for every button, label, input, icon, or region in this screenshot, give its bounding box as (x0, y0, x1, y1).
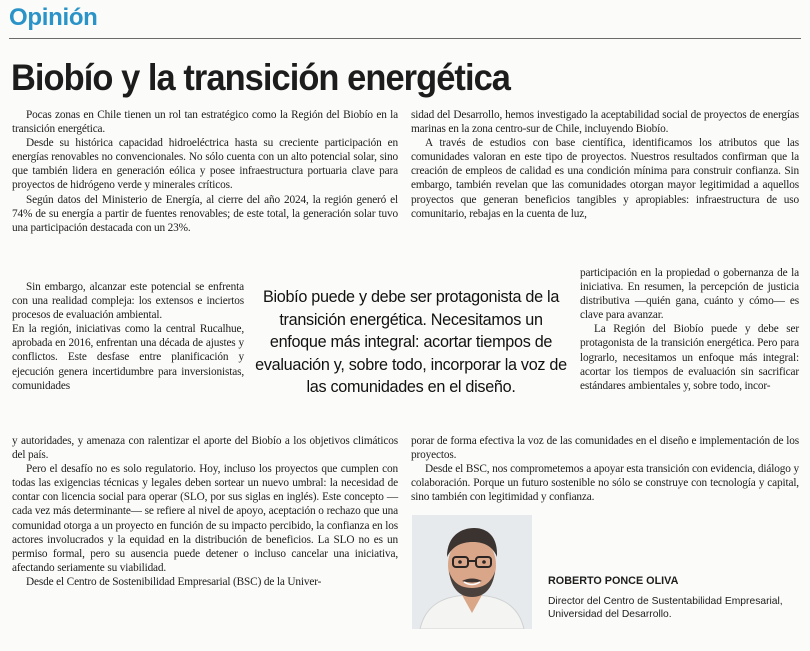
author-portrait-image (412, 515, 532, 629)
section-label: Opinión (9, 4, 98, 31)
article-column-left-top (12, 108, 398, 235)
pull-quote: Biobío puede y debe ser protagonista de la transición energética. Necesitamos un enfoque más integral: acortar tiempos de evaluación y, sobre todo, incorporar la voz de las comunidades en el diseño. (255, 288, 567, 396)
article-column-left-middle (12, 280, 244, 393)
paragraph: sidad del Desarrollo, hemos investigado la aceptabilidad social de proyectos de energías marinas en la zona centro-sur de Chile, incluyendo Biobío. (411, 109, 799, 136)
author-role: Director del Centro de Sustentabilidad Empresarial, Universidad del Desarrollo. (548, 596, 783, 620)
author-photo (412, 515, 532, 629)
paragraph: Pero el desafío no es solo regulatorio. Hoy, incluso los proyectos que cumplen con todas las exigencias técnicas y legales deben sortear un nuevo umbral: la necesidad de contar con licencia social para operar (SLO, por sus siglas en inglés). Este concepto —cada vez más determinante— se refiere al nivel de apoyo, aceptación o rechazo que una comunidad otorga a un proyecto en función de su impacto percibido, la confianza en los actores involucrados y la equidad en la distribución de beneficios. La SLO no es un permiso formal, pero su ausencia puede detener o incluso cancelar una iniciativa, afectando seriamente su viabilidad. (12, 463, 398, 574)
paragraph: Desde el BSC, nos comprometemos a apoyar esta transición con evidencia, diálogo y colaboración. Porque un futuro sostenible no sólo se construye con tecnología y capital, sino también con legitimidad y confianza. (411, 463, 799, 504)
paragraph: y autoridades, y amenaza con ralentizar el aporte del Biobío a los objetivos climáticos del país. (12, 435, 398, 462)
article-column-right-top (411, 108, 799, 221)
author-name: ROBERTO PONCE OLIVA (548, 575, 679, 587)
paragraph: A través de estudios con base científica, identificamos los atributos que las comunidades valoran en este tipo de proyectos. Nuestros resultados confirman que la creación de empleos de calidad es una condición mínima para construir confianza. Sin embargo, también revelan que las comunidades otorgan mayor legitimidad a aquellos proyectos que generan beneficios tangibles y apropiables: infraestructura de uso comunitario, rebajas en la cuenta de luz, (411, 137, 799, 220)
paragraph: La Región del Biobío puede y debe ser protagonista de la transición energética. Pero para lograrlo, necesitamos un enfoque más integral: acortar los tiempos de evaluación sin sacrificar estándares ambientales y, sobre todo, incor- (580, 323, 799, 392)
paragraph: porar de forma efectiva la voz de las comunidades en el diseño e implementación de los proyectos. (411, 435, 799, 462)
paragraph: Desde el Centro de Sostenibilidad Empresarial (BSC) de la Univer- (26, 575, 322, 588)
section-divider (9, 38, 801, 39)
article-column-left-bottom (12, 434, 398, 589)
article-column-right-middle (580, 266, 799, 393)
paragraph: Según datos del Ministerio de Energía, al cierre del año 2024, la región generó el 74% de su energía a partir de fuentes renovables; de este total, la generación solar tuvo una participación destacada con un 23%. (12, 193, 398, 234)
article-column-right-bottom (411, 434, 799, 504)
paragraph: participación en la propiedad o gobernanza de la iniciativa. En resumen, la percepción de justicia distributiva —quién gana, cuánto y cómo— es clave para avanzar. (580, 267, 799, 322)
paragraph: Sin embargo, alcanzar este potencial se enfrenta con una realidad compleja: los extensos e inciertos procesos de evaluación ambiental. (12, 281, 244, 322)
paragraph: Pocas zonas en Chile tienen un rol tan estratégico como la Región del Biobío en la transición energética. (12, 109, 398, 136)
article-headline: Biobío y la transición energética (11, 57, 510, 98)
author-box (412, 515, 804, 629)
paragraph: En la región, iniciativas como la central Rucalhue, aprobada en 2016, enfrentan una década de ajustes y conflictos. Este desfase entre planificación y ejecución genera incertidumbre para inversionistas, comunidades (12, 323, 244, 392)
paragraph: Desde su histórica capacidad hidroeléctrica hasta su creciente participación en energías renovables no convencionales. No sólo cuenta con un alto potencial solar, sino que también lidera en generación eólica y posee infraestructura portuaria clave para proyectos de hidrógeno verde y minerales críticos. (12, 137, 398, 192)
